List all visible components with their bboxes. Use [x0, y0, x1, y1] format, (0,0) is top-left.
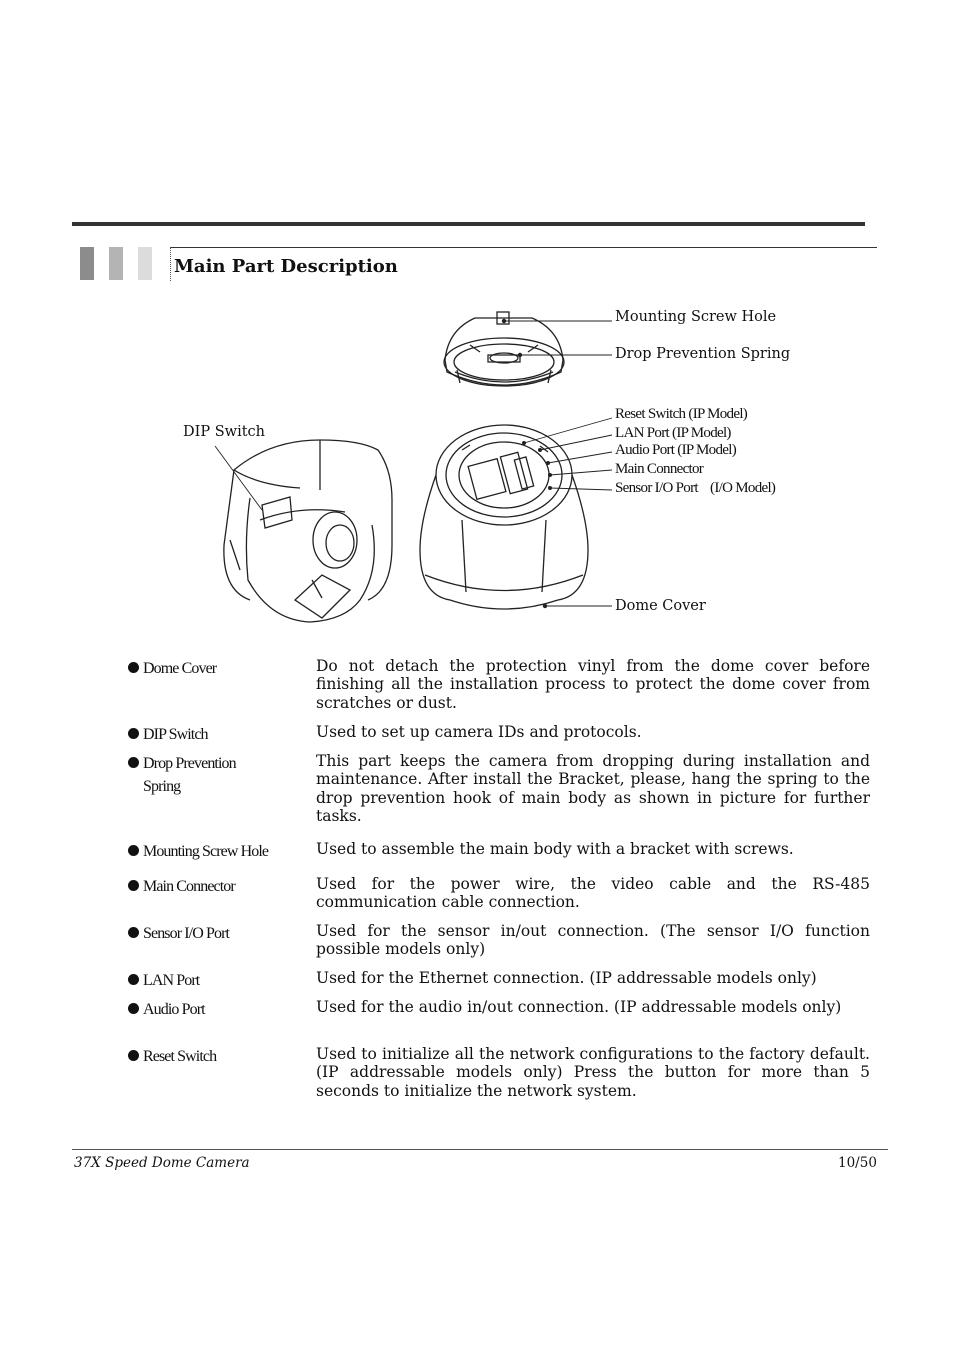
bullet-icon	[128, 927, 139, 938]
part-term-label: Main Connector	[143, 878, 235, 895]
callout-sensor-io-port: Sensor I/O Port (I/O Model)	[615, 480, 776, 496]
part-term-label: LAN Port	[143, 972, 200, 989]
bullet-icon	[128, 1003, 139, 1014]
part-term-label: DIP Switch	[143, 726, 208, 743]
bullet-icon	[128, 880, 139, 891]
footer-document-title: 37X Speed Dome Camera	[74, 1155, 250, 1171]
bullet-icon	[128, 662, 139, 673]
part-description: Used for the sensor in/out connection. (The sensor I/O function possible models only)	[316, 922, 870, 959]
part-description: Used to initialize all the network configurations to the factory default. (IP addressable models only) Press the button for more than 5 seconds to initialize the network system.	[316, 1045, 870, 1100]
callout-leaders	[215, 321, 612, 606]
bullet-icon	[128, 845, 139, 856]
part-description: Used to set up camera IDs and protocols.	[316, 723, 642, 741]
part-term-label: Dome Cover	[143, 660, 217, 677]
bullet-icon	[128, 728, 139, 739]
callout-main-connector: Main Connector	[615, 461, 704, 477]
part-term	[128, 657, 308, 680]
part-term	[128, 875, 308, 898]
part-description: Used for the power wire, the video cable and the RS-485 communication cable connection.	[316, 875, 870, 912]
part-term	[128, 840, 308, 863]
bullet-icon	[128, 974, 139, 985]
part-term-label: Reset Switch	[143, 1048, 217, 1065]
part-term-label: Mounting Screw Hole	[143, 843, 269, 860]
dome-body-drawing	[420, 425, 588, 609]
part-term	[128, 998, 308, 1021]
callout-dome-cover: Dome Cover	[615, 598, 706, 614]
part-description: Do not detach the protection vinyl from the dome cover before finishing all the installation process to protect the dome cover from scratches or dust.	[316, 657, 870, 712]
part-term-label-continued: Spring	[143, 778, 181, 795]
callout-audio-port: Audio Port (IP Model)	[615, 442, 736, 458]
part-term	[128, 723, 308, 746]
callout-mounting-screw-hole: Mounting Screw Hole	[615, 309, 777, 325]
part-description: This part keeps the camera from dropping during installation and maintenance. After install the Bracket, please, hang the spring to the drop prevention hook of main body as shown in picture for further tasks.	[316, 752, 870, 825]
bullet-icon	[128, 1050, 139, 1061]
part-description: Used for the audio in/out connection. (IP addressable models only)	[316, 998, 842, 1016]
section-title: Main Part Description	[174, 256, 398, 277]
camera-parts-figure	[0, 0, 954, 640]
housing-open-drawing	[224, 440, 392, 622]
part-description: Used to assemble the main body with a bracket with screws.	[316, 840, 794, 858]
part-term-label: Drop Prevention	[143, 755, 236, 772]
bullet-icon	[128, 757, 139, 768]
part-term	[128, 1045, 308, 1068]
callout-lan-port: LAN Port (IP Model)	[615, 425, 731, 441]
footer-rule	[72, 1149, 888, 1150]
part-term-label: Sensor I/O Port	[143, 925, 230, 942]
callout-drop-prevention-spring: Drop Prevention Spring	[615, 346, 791, 362]
part-term-label: Audio Port	[143, 1001, 205, 1018]
footer-page-number: 10/50	[838, 1155, 877, 1171]
part-term	[128, 969, 308, 992]
callout-reset-switch: Reset Switch (IP Model)	[615, 406, 748, 422]
part-description: Used for the Ethernet connection. (IP addressable models only)	[316, 969, 817, 987]
callout-dip-switch: DIP Switch	[183, 424, 265, 440]
part-term	[128, 922, 308, 945]
part-term	[128, 752, 308, 798]
